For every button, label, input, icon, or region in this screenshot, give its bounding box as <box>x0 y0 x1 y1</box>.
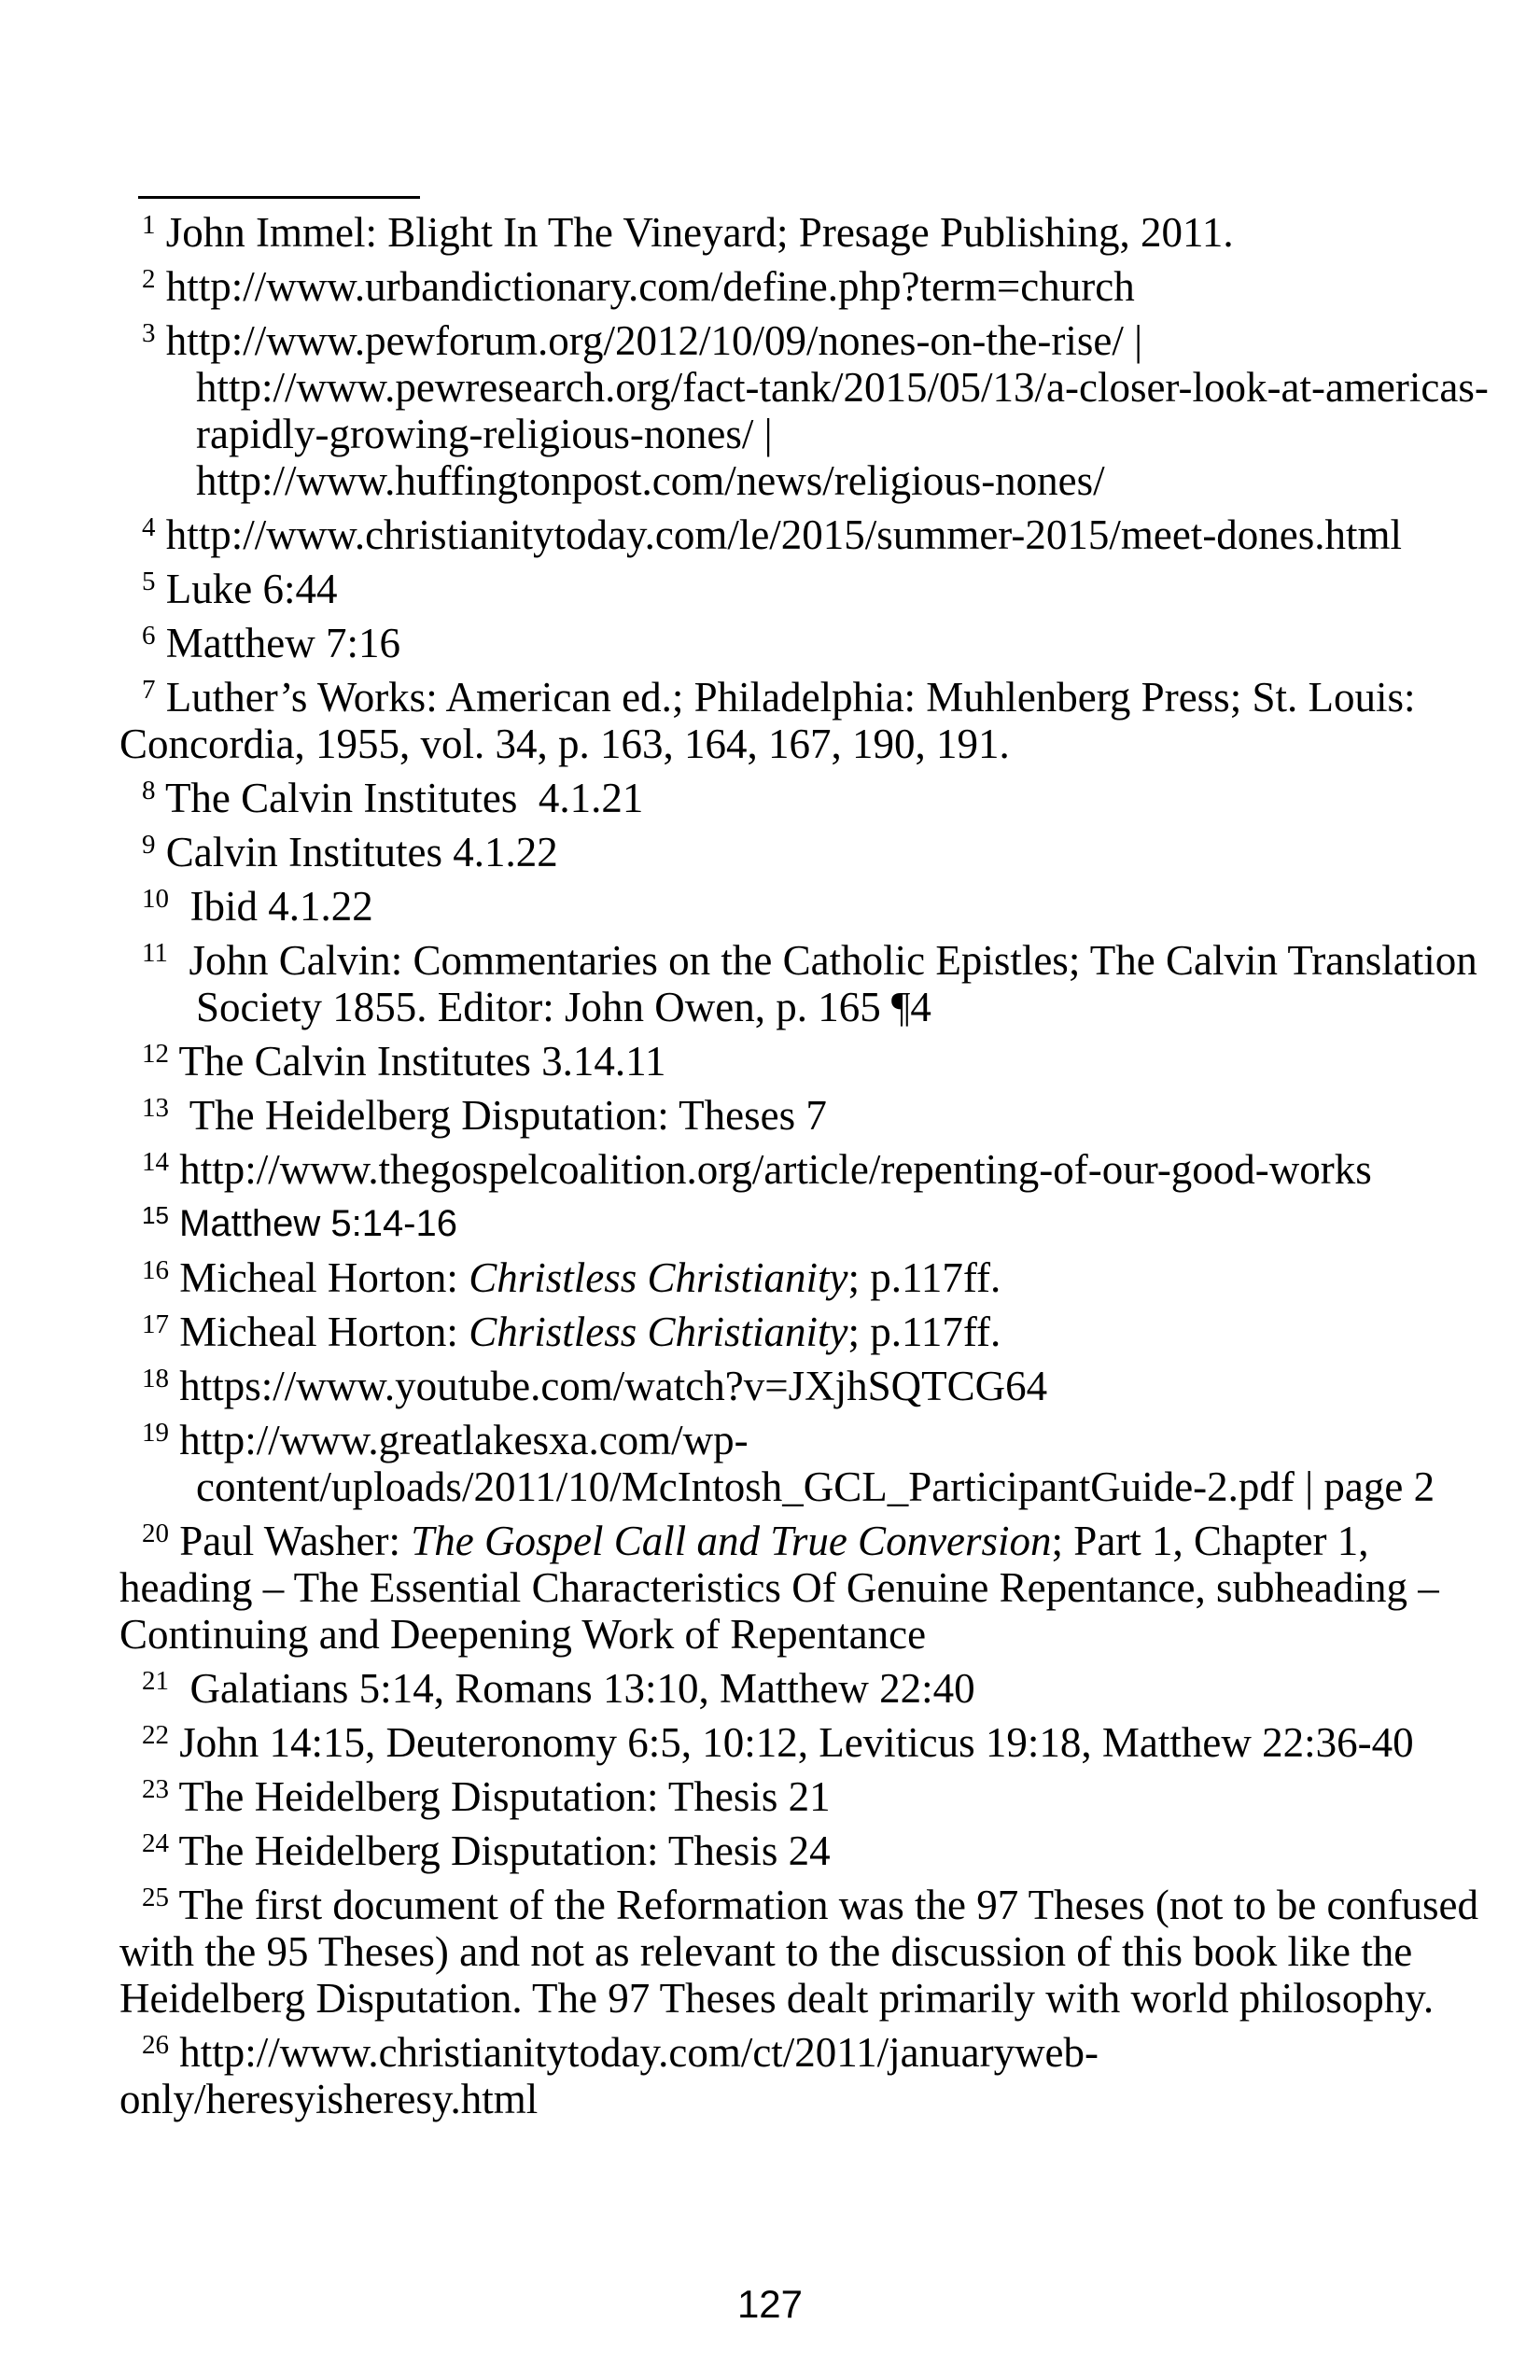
footnote-text: Ibid 4.1.22 <box>189 883 373 930</box>
footnote-text: The Calvin Institutes 3.14.11 <box>178 1038 666 1085</box>
footnote-text: http://www.pewresearch.org/fact-tank/2015/05/13/a-closer-look-at-americas- <box>196 364 1489 411</box>
footnote-item <box>119 1092 1445 1139</box>
footnote-line <box>119 411 1445 457</box>
footnote-text: Matthew 7:16 <box>165 620 400 666</box>
footnote-line: $^7$ Luther’s Works: American ed.; Philadelphia: Muhlenberg Press; St. Louis: <box>142 674 1416 721</box>
footnote-line: $^3$ http://www.pewforum.org/2012/10/09/nones-on-the-rise/ | <box>142 317 1143 364</box>
footnote-item <box>119 1417 1445 1510</box>
page-number: 127 <box>736 2282 804 2326</box>
footnote-line <box>119 984 1445 1030</box>
footnote-text: Concordia, 1955, vol. 34, p. 163, 164, 167, 190, 191. <box>119 721 1010 767</box>
footnote-text: John Immel: Blight In The Vineyard; Presage Publishing, 2011. <box>165 209 1234 256</box>
footnote-line: $^{10}$ Ibid 4.1.22 <box>142 883 373 930</box>
footnote-text: only/heresyisheresy.html <box>119 2076 539 2122</box>
footnote-text: ; Part 1, Chapter 1, <box>1051 1518 1369 1564</box>
footnote-item <box>119 1665 1445 1712</box>
footnote-item <box>119 1882 1478 2022</box>
footnote-item <box>119 674 1445 767</box>
work-title: Christless Christianity <box>469 1254 848 1301</box>
footnote-text: rapidly-growing-religious-nones/ | <box>196 411 773 457</box>
footnote-item <box>119 1719 1445 1766</box>
footnote-line: $^{17}$ Micheal Horton: Christless Christianity; p.117ff. <box>142 1309 1001 1355</box>
footnote-line: $^{15}$ Matthew 5:14-16 <box>142 1201 457 1244</box>
footnote-line: $^{26}$ http://www.christianitytoday.com/ct/2011/januaryweb- <box>142 2029 1099 2076</box>
footnote-item <box>119 883 1445 930</box>
footnote-line: $^9$ Calvin Institutes 4.1.22 <box>142 829 558 875</box>
footnote-line: $^{16}$ Micheal Horton: Christless Christianity; p.117ff. <box>142 1254 1001 1301</box>
footnote-text: Luke 6:44 <box>165 566 338 612</box>
footnote-line <box>119 721 1445 767</box>
footnote-item <box>119 1038 1445 1085</box>
footnote-text: Matthew 5:14-16 <box>179 1203 457 1244</box>
footnote-line: $^{19}$ http://www.greatlakesxa.com/wp- <box>142 1417 749 1463</box>
footnote-item <box>119 1827 1445 1874</box>
footnote-line: $^{25}$ The first document of the Reformation was the 97 Theses (not to be confused <box>142 1882 1478 1928</box>
footnote-text: Micheal Horton: <box>179 1309 469 1355</box>
footnote-text: Continuing and Deepening Work of Repentance <box>119 1611 927 1658</box>
footnote-text: Galatians 5:14, Romans 13:10, Matthew 22:40 <box>189 1665 975 1712</box>
footnote-line: $^{14}$ http://www.thegospelcoalition.org/article/repenting-of-our-good-works <box>142 1146 1372 1193</box>
footnote-line: $^6$ Matthew 7:16 <box>142 620 400 666</box>
footnote-item <box>119 511 1445 558</box>
footnote-item <box>119 937 1477 1030</box>
footnote-item <box>119 1518 1445 1658</box>
footnote-line: $^{23}$ The Heidelberg Disputation: Thesis 21 <box>142 1773 831 1820</box>
footnote-text: http://www.christianitytoday.com/ct/2011/januaryweb- <box>179 2029 1099 2076</box>
footnote-item <box>119 829 1445 875</box>
footnote-text: ; p.117ff. <box>847 1254 1001 1301</box>
footnote-line: $^4$ http://www.christianitytoday.com/le/2015/summer-2015/meet-dones.html <box>142 511 1403 558</box>
footnote-text: The first document of the Reformation was the 97 Theses (not to be confused <box>178 1882 1478 1928</box>
footnote-line: $^{18}$ https://www.youtube.com/watch?v=JXjhSQTCG64 <box>142 1363 1048 1409</box>
footnote-text: http://www.greatlakesxa.com/wp- <box>179 1417 749 1463</box>
footnote-text: http://www.huffingtonpost.com/news/religious-nones/ <box>196 457 1105 504</box>
footnote-item <box>119 263 1445 310</box>
footnote-item <box>119 209 1445 256</box>
footnote-text: Society 1855. Editor: John Owen, p. 165 ¶4 <box>196 984 931 1030</box>
footnote-item <box>119 1773 1445 1820</box>
footnote-item <box>119 1363 1445 1409</box>
footnote-text: https://www.youtube.com/watch?v=JXjhSQTCG64 <box>179 1363 1048 1409</box>
footnote-line <box>119 1975 1445 2022</box>
footnote-line: $^{11}$ John Calvin: Commentaries on the Catholic Epistles; The Calvin Translation <box>142 937 1477 984</box>
footnote-item <box>119 566 1445 612</box>
footnote-item <box>119 1309 1445 1355</box>
footnote-line: $^8$ The Calvin Institutes 4.1.21 <box>142 775 644 821</box>
footnote-text: with the 95 Theses) and not as relevant to the discussion of this book like the <box>119 1928 1413 1975</box>
footnote-text: Calvin Institutes 4.1.22 <box>165 829 558 875</box>
footnote-line <box>119 457 1445 504</box>
footnote-line: $^5$ Luke 6:44 <box>142 566 338 612</box>
footnote-line: $^{21}$ Galatians 5:14, Romans 13:10, Matthew 22:40 <box>142 1665 975 1712</box>
footnote-text: Paul Washer: <box>179 1518 412 1564</box>
footnote-text: http://www.thegospelcoalition.org/article/repenting-of-our-good-works <box>179 1146 1372 1193</box>
footnote-item <box>119 317 1489 504</box>
footnote-text: content/uploads/2011/10/McIntosh_GCL_ParticipantGuide-2.pdf | page 2 <box>196 1463 1435 1510</box>
footnote-text: http://www.urbandictionary.com/define.php?term=church <box>165 263 1135 310</box>
work-title: Christless Christianity <box>469 1309 848 1355</box>
footnote-separator-rule <box>138 196 420 199</box>
footnote-line: $^2$ http://www.urbandictionary.com/define.php?term=church <box>142 263 1135 310</box>
footnote-text: heading – The Essential Characteristics Of Genuine Repentance, subheading – <box>119 1564 1439 1611</box>
footnote-line <box>119 364 1489 411</box>
footnote-line <box>119 1928 1445 1975</box>
footnote-line: $^1$ John Immel: Blight In The Vineyard; Presage Publishing, 2011. <box>142 209 1234 256</box>
footnote-item <box>119 1254 1445 1301</box>
footnote-text: http://www.christianitytoday.com/le/2015/summer-2015/meet-dones.html <box>165 511 1403 558</box>
footnote-text: Luther’s Works: American ed.; Philadelphia: Muhlenberg Press; St. Louis: <box>165 674 1416 721</box>
footnote-text: Heidelberg Disputation. The 97 Theses dealt primarily with world philosophy. <box>119 1975 1435 2022</box>
footnote-line: $^{20}$ Paul Washer: The Gospel Call and True Conversion; Part 1, Chapter 1, <box>142 1518 1369 1564</box>
footnote-text: Micheal Horton: <box>179 1254 469 1301</box>
footnote-text: John 14:15, Deuteronomy 6:5, 10:12, Leviticus 19:18, Matthew 22:36-40 <box>179 1719 1414 1766</box>
footnote-line <box>119 1611 1445 1658</box>
footnote-text: The Heidelberg Disputation: Theses 7 <box>189 1092 827 1139</box>
footnote-item <box>119 2029 1445 2122</box>
footnote-item <box>119 775 1445 821</box>
footnote-line: $^{24}$ The Heidelberg Disputation: Thesis 24 <box>142 1827 831 1874</box>
footnote-text: The Heidelberg Disputation: Thesis 24 <box>178 1827 831 1874</box>
footnote-item <box>119 1146 1445 1193</box>
footnote-line: $^{12}$ The Calvin Institutes 3.14.11 <box>142 1038 666 1085</box>
footnote-text: The Calvin Institutes 4.1.21 <box>164 775 644 821</box>
footnote-item <box>119 620 1445 666</box>
footnote-list <box>119 209 1489 2130</box>
footnote-text: The Heidelberg Disputation: Thesis 21 <box>178 1773 831 1820</box>
footnote-line: $^{13}$ The Heidelberg Disputation: Theses 7 <box>142 1092 827 1139</box>
footnote-text: ; p.117ff. <box>847 1309 1001 1355</box>
footnote-text: http://www.pewforum.org/2012/10/09/nones-on-the-rise/ | <box>165 317 1143 364</box>
footnote-text: John Calvin: Commentaries on the Catholic Epistles; The Calvin Translation <box>189 937 1477 984</box>
work-title: The Gospel Call and True Conversion <box>411 1518 1052 1564</box>
footnote-line <box>119 1463 1445 1510</box>
footnote-line: $^{22}$ John 14:15, Deuteronomy 6:5, 10:12, Leviticus 19:18, Matthew 22:36-40 <box>142 1719 1414 1766</box>
footnote-line <box>119 2076 1445 2122</box>
footnote-item <box>119 1200 1445 1247</box>
footnote-line <box>119 1564 1445 1611</box>
